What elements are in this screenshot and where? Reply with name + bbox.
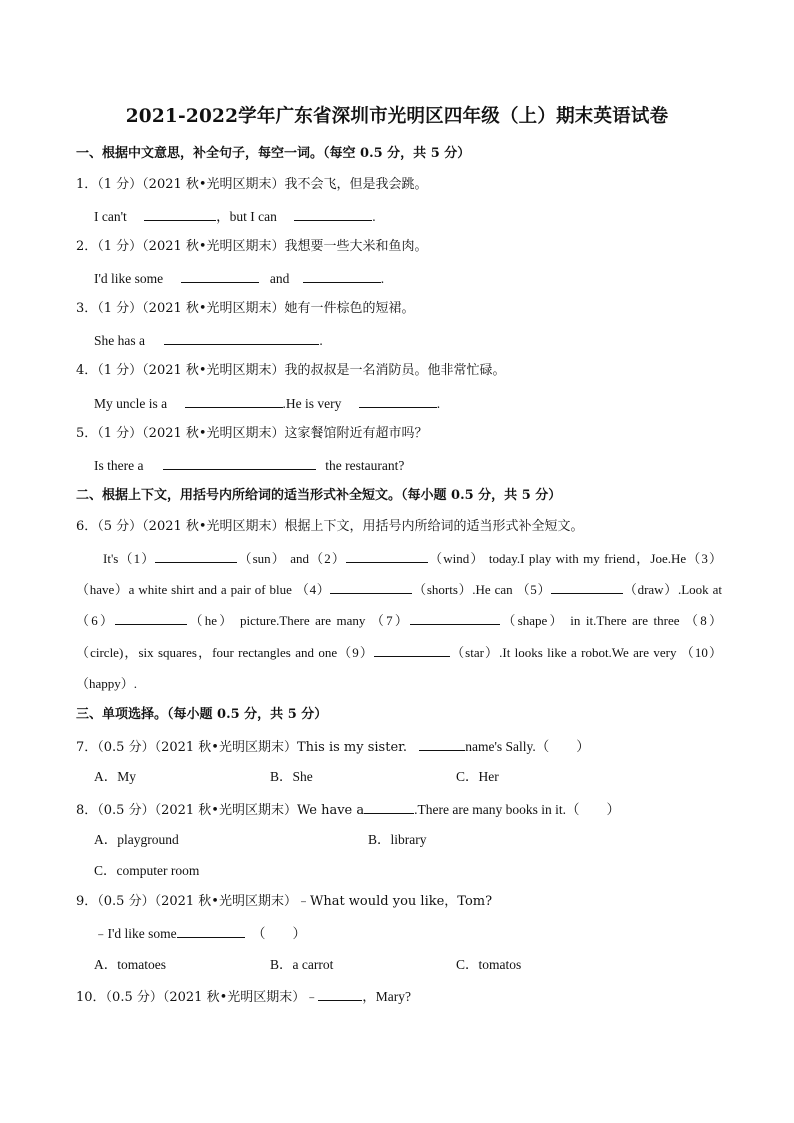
question-8-text: 8．（0.5 分）（2021 秋•光明区期末）We have a (76, 803, 365, 818)
answer-blank[interactable] (318, 987, 362, 1001)
question-8-tail: .There are many books in it.（ ） (414, 802, 620, 817)
question-1-stem: 1．（1 分）（2021 秋•光明区期末）我不会飞，但是我会跳。 (76, 177, 428, 192)
answer-blank[interactable] (115, 611, 187, 625)
passage-text: （circle)，six squares，four rectangles and one（9） (76, 644, 374, 660)
option-a[interactable]: A．tomatoes (94, 957, 166, 972)
question-7-text: 7．（0.5 分）（2021 秋•光明区期末）This is my sister. (76, 740, 412, 755)
option-c[interactable]: C．Her (456, 769, 499, 784)
question-4-stem: 4．（1 分）（2021 秋•光明区期末）我的叔叔是一名消防员。他非常忙碌。 (76, 363, 506, 378)
question-1-text-b: ，but I can (216, 209, 277, 224)
option-b[interactable]: B．library (368, 832, 427, 847)
question-3-stem: 3．（1 分）（2021 秋•光明区期末）她有一件棕色的短裙。 (76, 301, 415, 316)
passage-text: It's（1） (103, 551, 156, 566)
passage-text: （he） picture.There are many （7） (187, 613, 411, 629)
answer-blank[interactable] (364, 800, 414, 814)
passage-text: （happy）. (76, 675, 138, 691)
option-b[interactable]: B．She (270, 769, 313, 784)
question-9-line2 (94, 924, 306, 943)
question-3-text-a: She has a (94, 333, 145, 348)
question-10-text: 10．（0.5 分）（2021 秋•光明区期末）﹣ (76, 990, 319, 1005)
question-2-sentence (94, 269, 384, 288)
option-a[interactable]: A．My (94, 769, 137, 784)
question-3-text-c: . (319, 333, 323, 348)
passage-text: （have）a white shirt and a pair of blue （4） (76, 582, 331, 598)
question-9-text: ﹣I'd like some (94, 926, 177, 941)
option-b[interactable]: B．a carrot (270, 957, 334, 972)
question-2-text-c: . (380, 271, 385, 286)
passage-text: （draw）.Look (623, 582, 709, 598)
section-heading-1: 一、根据中文意思，补全句子，每空一词。（每空 0.5 分，共 5 分） (76, 146, 471, 161)
answer-blank[interactable] (185, 394, 283, 408)
question-5-text-a: Is there a (94, 458, 144, 473)
question-4-sentence (94, 394, 440, 413)
answer-blank[interactable] (410, 611, 500, 625)
question-1-sentence (94, 207, 376, 226)
option-c[interactable]: C．tomatos (456, 957, 522, 972)
question-5-text-b: the restaurant? (325, 458, 405, 473)
answer-blank[interactable] (419, 737, 465, 751)
passage-text: （star）.It looks like a robot.We are very （10） (449, 644, 722, 660)
passage-text: （shorts）.He can （5） (412, 582, 552, 598)
question-4-text-b: .He is very (282, 396, 342, 411)
question-3-sentence (94, 331, 323, 350)
question-6-stem: 6．（5 分）（2021 秋•光明区期末）根据上下文，用括号内所给词的适当形式补全短文。 (76, 519, 584, 534)
answer-blank[interactable] (164, 331, 319, 345)
question-1-text-c: . (372, 209, 376, 224)
passage-text: （shape） in it.There are three （8） (500, 613, 722, 629)
passage-text: at （6） (76, 582, 722, 629)
answer-blank[interactable] (374, 643, 450, 657)
question-7-tail: name's Sally.（ ） (465, 739, 590, 754)
question-4-text-c: . (436, 396, 441, 411)
page-title: 2021-2022学年广东省深圳市光明区四年级（上）期末英语试卷 (125, 106, 669, 127)
question-6-passage (76, 543, 722, 699)
answer-blank[interactable] (177, 924, 245, 938)
question-7-stem (76, 737, 590, 757)
answer-blank[interactable] (303, 269, 381, 283)
question-9-tail: （ ） (252, 926, 307, 941)
question-8-stem (76, 800, 620, 820)
question-1-text-a: I can't (94, 209, 127, 224)
answer-blank[interactable] (294, 207, 372, 221)
answer-blank[interactable] (359, 394, 437, 408)
answer-blank[interactable] (144, 207, 216, 221)
question-10-tail: ，Mary? (362, 989, 411, 1004)
option-a[interactable]: A．playground (94, 832, 179, 847)
question-4-text-a: My uncle is a (94, 396, 168, 411)
answer-blank[interactable] (163, 456, 316, 470)
passage-text: （sun） and（2） (237, 551, 347, 566)
question-9-stem: 9．（0.5 分）（2021 秋•光明区期末）﹣What would you like，Tom? (76, 894, 493, 909)
question-5-sentence (94, 456, 404, 475)
answer-blank[interactable] (346, 549, 428, 563)
question-2-text-a: I'd like some (94, 271, 164, 286)
answer-blank[interactable] (181, 269, 259, 283)
question-2-text-b: and (269, 271, 290, 286)
section-heading-2: 二、根据上下文，用括号内所给词的适当形式补全短文。（每小题 0.5 分，共 5 分） (76, 488, 562, 503)
answer-blank[interactable] (330, 580, 412, 594)
question-10-stem (76, 987, 411, 1007)
answer-blank[interactable] (551, 580, 623, 594)
answer-blank[interactable] (155, 549, 237, 563)
passage-text: （wind） today.I play with my friend，Joe.He（3） (428, 551, 722, 566)
question-5-stem: 5．（1 分）（2021 秋•光明区期末）这家餐馆附近有超市吗？ (76, 426, 428, 441)
question-2-stem: 2．（1 分）（2021 秋•光明区期末）我想要一些大米和鱼肉。 (76, 239, 428, 254)
option-c[interactable]: C．computer room (94, 863, 200, 878)
section-heading-3: 三、单项选择。（每小题 0.5 分，共 5 分） (76, 707, 328, 722)
